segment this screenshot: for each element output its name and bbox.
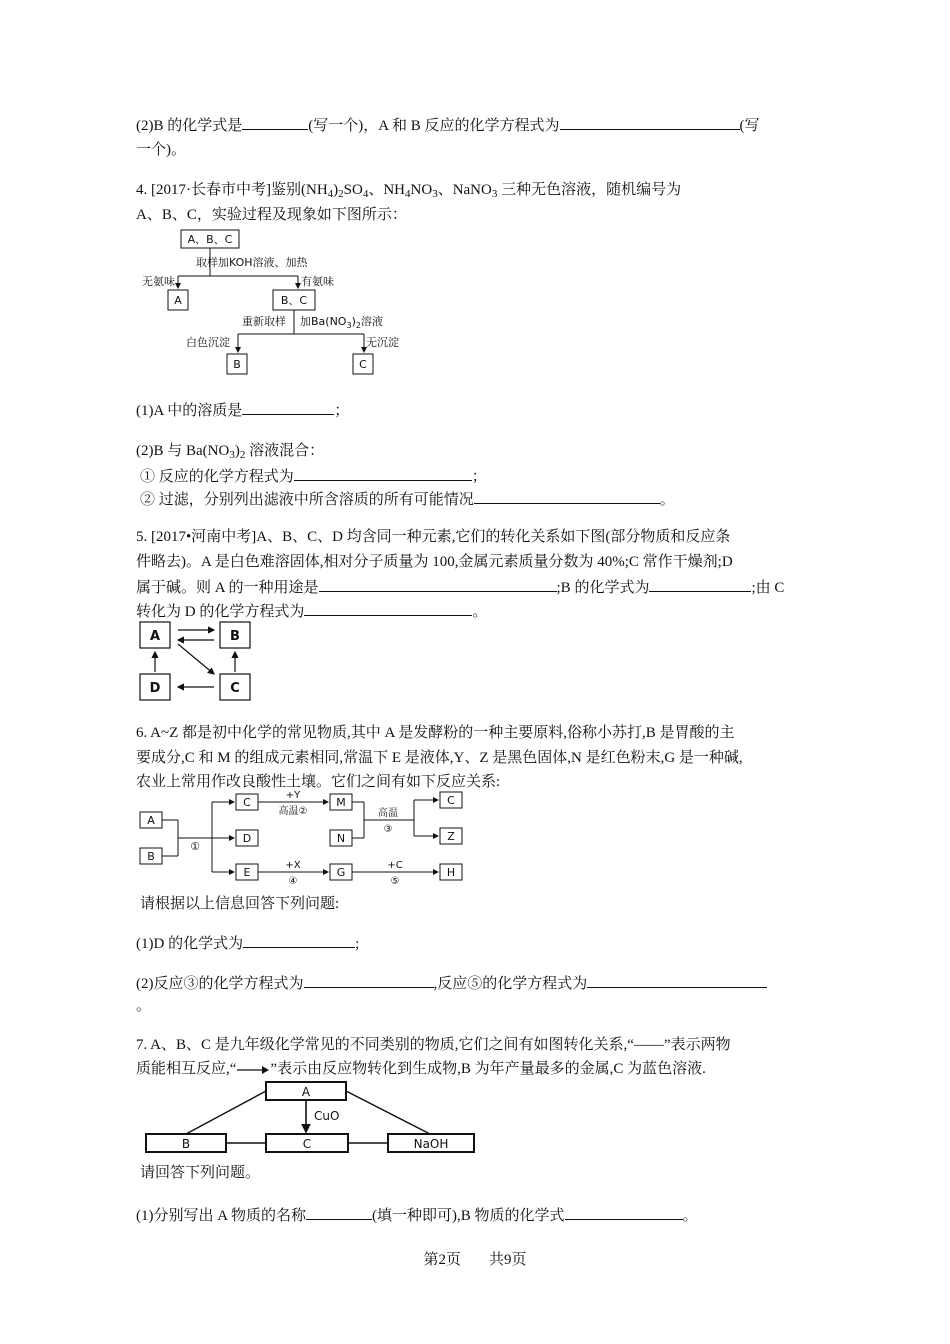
- node-b: B: [230, 629, 240, 644]
- reagent-label: +C: [387, 860, 403, 871]
- q3-part2-text: (写: [739, 118, 760, 134]
- answer-blank[interactable]: [474, 488, 660, 504]
- answer-blank[interactable]: [304, 600, 472, 616]
- reaction-number: ⑤: [390, 876, 400, 884]
- node-b: B: [181, 1137, 191, 1151]
- result-label: 无氨味: [142, 275, 175, 288]
- q4-stem-line2: A、B、C，实验过程及现象如下图所示：: [136, 207, 407, 223]
- node-c: C: [302, 1137, 312, 1151]
- step-label: 加KOH溶液、加热: [218, 256, 308, 269]
- q3-part2-text: (2)B 的化学式是: [136, 118, 243, 134]
- q6-sub2: (2)反应③的化学方程式为 ,反应⑤的化学方程式为: [136, 972, 767, 995]
- q6-sub2-end: 。: [136, 998, 152, 1014]
- node-m: M: [336, 796, 346, 809]
- result-label: 白色沉淀: [186, 336, 230, 349]
- answer-blank[interactable]: [319, 576, 557, 592]
- node-h: H: [446, 866, 456, 879]
- node-bc: B、C: [280, 294, 308, 307]
- condition-label: 高温②: [278, 806, 308, 817]
- answer-blank[interactable]: [649, 576, 751, 592]
- q7-relation-diagram: [140, 1080, 480, 1158]
- node-naoh: NaOH: [413, 1137, 449, 1151]
- q3-part2-line1: [136, 114, 760, 137]
- q4-flow-diagram: [140, 228, 420, 378]
- result-label: 无沉淀: [366, 336, 399, 349]
- node-z: Z: [447, 830, 455, 843]
- page-footer: [0, 1248, 950, 1269]
- step-label: 加$Ba(NO_3)_2$溶液: [300, 315, 383, 330]
- q4-stem-line1: 4. [2017·长春市中考]鉴别$(NH_4)_2SO_4$、$NH_4NO_3$、NaNO$_3$ 三种无色溶液，随机编号为: [136, 182, 682, 200]
- answer-blank[interactable]: [560, 114, 740, 130]
- result-label: 有氨味: [301, 275, 334, 288]
- q3-part2-text: (写一个)，A 和 B 反应的化学方程式为: [308, 118, 560, 134]
- arrow-icon: [236, 1065, 270, 1075]
- answer-blank[interactable]: [243, 932, 355, 948]
- q6-stem-line2: 要成分,C 和 M 的组成元素相同,常温下 E 是液体,Y、Z 是黑色固体,N 是红色粉末,G 是一种碱,: [136, 750, 743, 766]
- q6-sub1: (1)D 的化学式为 ;: [136, 932, 359, 955]
- page-total: 共9页: [489, 1252, 527, 1268]
- node-b: B: [147, 850, 155, 863]
- node-e: E: [243, 866, 251, 879]
- step-label: 取样: [196, 256, 218, 269]
- q6-reaction-diagram: [138, 790, 468, 884]
- q4-sub1: (1)A 中的溶质是 ；: [136, 399, 349, 422]
- q7-prompt: 请回答下列问题。: [140, 1165, 261, 1181]
- q5-conversion-diagram: [136, 618, 256, 704]
- reaction-number: ④: [288, 876, 298, 884]
- answer-blank[interactable]: [587, 972, 767, 988]
- node-c: C: [230, 681, 240, 696]
- q7-sub1: (1)分别写出 A 物质的名称 (填一种即可),B 物质的化学式 。: [136, 1204, 698, 1227]
- node-c: C: [359, 358, 367, 371]
- node-d: D: [149, 681, 161, 696]
- node-a: A: [147, 814, 155, 827]
- node-n: N: [336, 832, 346, 845]
- condition-label: 高温: [378, 808, 398, 819]
- q7-stem-line2: 质能相互反应,“ ”表示由反应物转化到生成物,B 为年产量最多的金属,C 为蓝色溶液.: [136, 1061, 706, 1077]
- node-c-product: C: [447, 794, 455, 807]
- node-abc: A、B、C: [187, 233, 233, 246]
- page-number: 第2页: [423, 1252, 461, 1268]
- q5-stem-line1: 5. [2017•河南中考]A、B、C、D 均含同一种元素,它们的转化关系如下图(部分物质和反应条: [136, 529, 731, 545]
- answer-blank[interactable]: [242, 114, 308, 130]
- node-d: D: [242, 832, 252, 845]
- q5-stem-line4: 转化为 D 的化学方程式为 。: [136, 600, 487, 623]
- answer-blank[interactable]: [565, 1204, 683, 1220]
- node-a: A: [174, 294, 182, 307]
- answer-blank[interactable]: [304, 972, 434, 988]
- reaction-number: ①: [190, 840, 200, 853]
- step-label: 重新取样: [242, 315, 286, 328]
- node-g: G: [336, 866, 346, 879]
- reagent-label: CuO: [314, 1109, 340, 1123]
- reagent-label: +X: [285, 860, 301, 871]
- answer-blank[interactable]: [242, 399, 334, 415]
- node-b: B: [233, 358, 241, 371]
- q5-stem-line3: 属于碱。则 A 的一种用途是 ;B 的化学式为 ;由 C: [136, 576, 784, 599]
- node-a: A: [149, 629, 161, 644]
- reaction-number: ③: [383, 824, 393, 835]
- q4-sub2-ii: ② 过滤，分别列出滤液中所含溶质的所有可能情况 。: [140, 488, 675, 511]
- q6-prompt: 请根据以上信息回答下列问题:: [140, 896, 340, 912]
- q5-stem-line2: 件略去)。A 是白色难溶固体,相对分子质量为 100,金属元素质量分数为 40%;C 常作干燥剂;D: [136, 554, 733, 570]
- answer-blank[interactable]: [294, 465, 472, 481]
- node-a: A: [301, 1085, 311, 1099]
- q3-part2-line2: 一个)。: [136, 142, 186, 158]
- q7-stem-line1: 7. A、B、C 是九年级化学常见的不同类别的物质,它们之间有如图转化关系,“——”表示两物: [136, 1037, 731, 1053]
- q6-stem-line1: 6. A~Z 都是初中化学的常见物质,其中 A 是发酵粉的一种主要原料,俗称小苏打,B 是胃酸的主: [136, 725, 735, 741]
- answer-blank[interactable]: [306, 1204, 372, 1220]
- reagent-label: +Y: [285, 790, 301, 801]
- q4-sub2: (2)B 与 $Ba(NO_3)_2$ 溶液混合：: [136, 443, 325, 461]
- q4-sub2-i: ① 反应的化学方程式为 ；: [140, 465, 487, 488]
- q6-stem-line3: 农业上常用作改良酸性土壤。它们之间有如下反应关系:: [136, 774, 501, 790]
- node-c: C: [243, 796, 251, 809]
